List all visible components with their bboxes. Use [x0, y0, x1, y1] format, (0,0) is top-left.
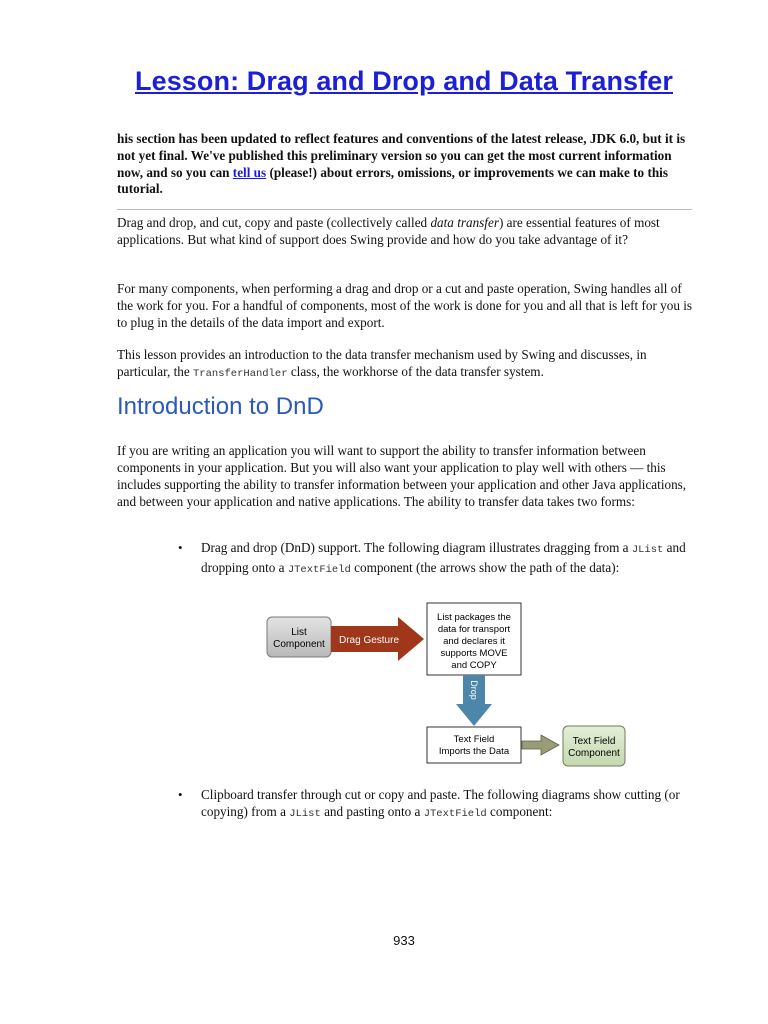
list-packages-line-1: List packages the: [437, 612, 511, 623]
list-packages-line-5: and COPY: [451, 660, 497, 671]
list-component-label-1: List: [291, 627, 307, 638]
intro-paragraph-1: Drag and drop, and cut, copy and paste (collectively called data transfer) are essential features of most applications. But what kind of support does Swing provide and how do you take advantage of it?: [117, 215, 660, 247]
drop-label: Drop: [469, 680, 479, 700]
drag-gesture-label: Drag Gesture: [338, 635, 400, 646]
list-packages-line-2: data for transport: [437, 624, 511, 635]
text-field-component-label-1: Text Field: [572, 736, 616, 747]
text-field-imports-line-1: Text Field: [453, 734, 495, 745]
dnd-intro-paragraph: If you are writing an application you will want to support the ability to transfer information between components in your application. But you will also want your application to play well with others — this includes supporting the ability to transfer information between your application and other Java applications, and between your application and native applications. The ability to transfer data takes two forms:: [117, 443, 687, 509]
list-packages-line-4: supports MOVE: [440, 648, 508, 659]
jtextfield-code: JTextField: [423, 808, 487, 820]
lesson-title[interactable]: Lesson: Drag and Drop and Data Transfer: [134, 66, 673, 96]
bullet-marker: •: [178, 787, 183, 802]
preliminary-notice: [117, 131, 697, 198]
page-number: 933: [393, 933, 415, 948]
text-field-component-label-2: Component: [568, 748, 620, 759]
bullet-clipboard-transfer: Clipboard transfer through cut or copy and paste. The following diagrams show cutting (or copying) from a JList and pasting onto a JTextField component:: [201, 787, 680, 820]
text-field-imports-box: [427, 727, 521, 763]
intro-paragraph-2: For many components, when performing a drag and drop or a cut and paste operation, Swing handles all of the work for you. For a handful of components, most of the work is done for you and all that is left for you is to plug in the details of the data import and export.: [117, 281, 693, 330]
tell-us-link[interactable]: tell us: [232, 164, 267, 180]
list-component-label-2: Component: [273, 639, 325, 650]
jlist-code: JList: [631, 544, 664, 556]
text-field-imports-line-2: Imports the Data: [438, 746, 510, 757]
notice-text-end: (please!) about errors, omissions, or improvements we can make to this tutorial.: [117, 164, 668, 197]
dnd-diagram: [266, 602, 628, 772]
bullet-dnd-support: Drag and drop (DnD) support. The following diagram illustrates dragging from a JList and dropping onto a JTextField component (the arrows show the path of the data):: [201, 540, 686, 576]
list-packages-line-3: and declares it: [443, 636, 505, 647]
jtextfield-code: JTextField: [287, 564, 351, 576]
data-transfer-term: data transfer: [430, 215, 499, 230]
import-arrow: [522, 735, 559, 755]
bullet-marker: •: [178, 540, 183, 555]
transfer-handler-code: TransferHandler: [193, 368, 288, 380]
section-heading-intro-dnd: Introduction to DnD: [117, 393, 324, 420]
notice-text: his section has been updated to reflect features and conventions of the latest release, JDK 6.0, but it is not yet final. We've published this preliminary version so you can get the most current information now, and so you can: [117, 131, 686, 180]
intro-paragraph-3: This lesson provides an introduction to the data transfer mechanism used by Swing and discusses, in particular, the TransferHandler class, the workhorse of the data transfer system.: [117, 347, 647, 380]
horizontal-rule: [117, 209, 692, 210]
jlist-code: JList: [289, 808, 321, 820]
